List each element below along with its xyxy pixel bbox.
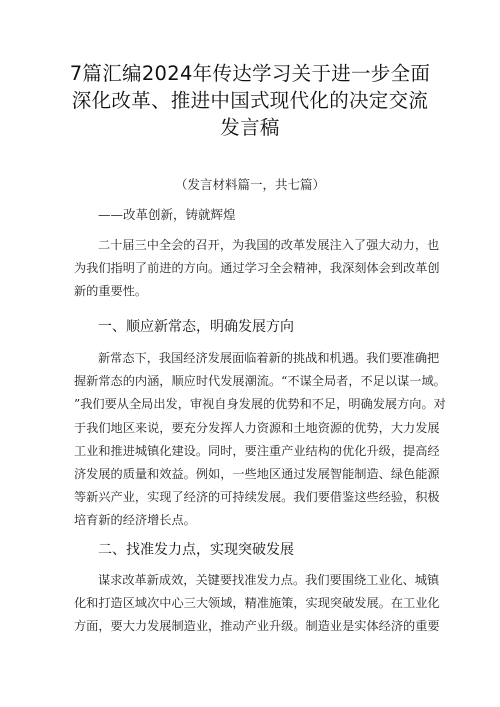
title-line: 发言稿	[220, 116, 280, 139]
section-heading: 一、顺应新常态，明确发展方向	[98, 319, 294, 335]
document-title	[60, 60, 440, 141]
paragraph-line: 培育新的经济增长点。	[74, 513, 196, 528]
title-line: 7篇汇编2024年传达学习关于进一步全面	[69, 62, 431, 85]
paragraph-line: ”我们要从全局出发，审视自身发展的优势和不足，明确发展方向。对	[74, 397, 446, 412]
paragraph-line: 工业和推进城镇化建设。同时，要注重产业结构的优化升级，提高经	[74, 443, 440, 458]
paragraph-line: 新常态下，我国经济发展面临着新的挑战和机遇。我们要准确把	[98, 351, 440, 365]
document-tagline: ——改革创新，铸就辉煌	[98, 207, 236, 222]
paragraph-line: 化和打造区域次中心三大领域，精准施策，实现突破发展。在工业化	[74, 596, 440, 611]
paragraph-line: 谋求改革新成效，关键要找准发力点。我们要围绕工业化、城镇	[98, 573, 440, 587]
paragraph-line: 为我们指明了前进的方向。通过学习全会精神，我深刻体会到改革创	[74, 261, 440, 276]
paragraph-line: 济发展的质量和效益。例如，一些地区通过发展智能制造、绿色能源	[74, 467, 440, 482]
paragraph-line: 方面，要大力发展制造业，推动产业升级。制造业是实体经济的重要	[74, 619, 440, 634]
intro-paragraph	[74, 234, 440, 304]
section1-paragraph	[74, 347, 446, 533]
document-subtitle: （发言材料篇一，共七篇）	[174, 177, 325, 192]
paragraph-line: 于我们地区来说，要充分发挥人力资源和土地资源的优势，大力发展	[74, 420, 440, 435]
section-heading: 二、找准发力点，实现突破发展	[98, 542, 294, 558]
title-line: 深化改革、推进中国式现代化的决定交流	[71, 89, 429, 112]
paragraph-line: 等新兴产业，实现了经济的可持续发展。我们要借鉴这些经验，积极	[74, 490, 440, 505]
paragraph-line: 新的重要性。	[74, 284, 148, 299]
paragraph-line: 握新常态的内涵，顺应时代发展潮流。“不谋全局者，不足以谋一域。	[74, 374, 446, 389]
section2-paragraph	[74, 569, 440, 639]
paragraph-line: 二十届三中全会的召开，为我国的改革发展注入了强大动力，也	[98, 238, 440, 252]
